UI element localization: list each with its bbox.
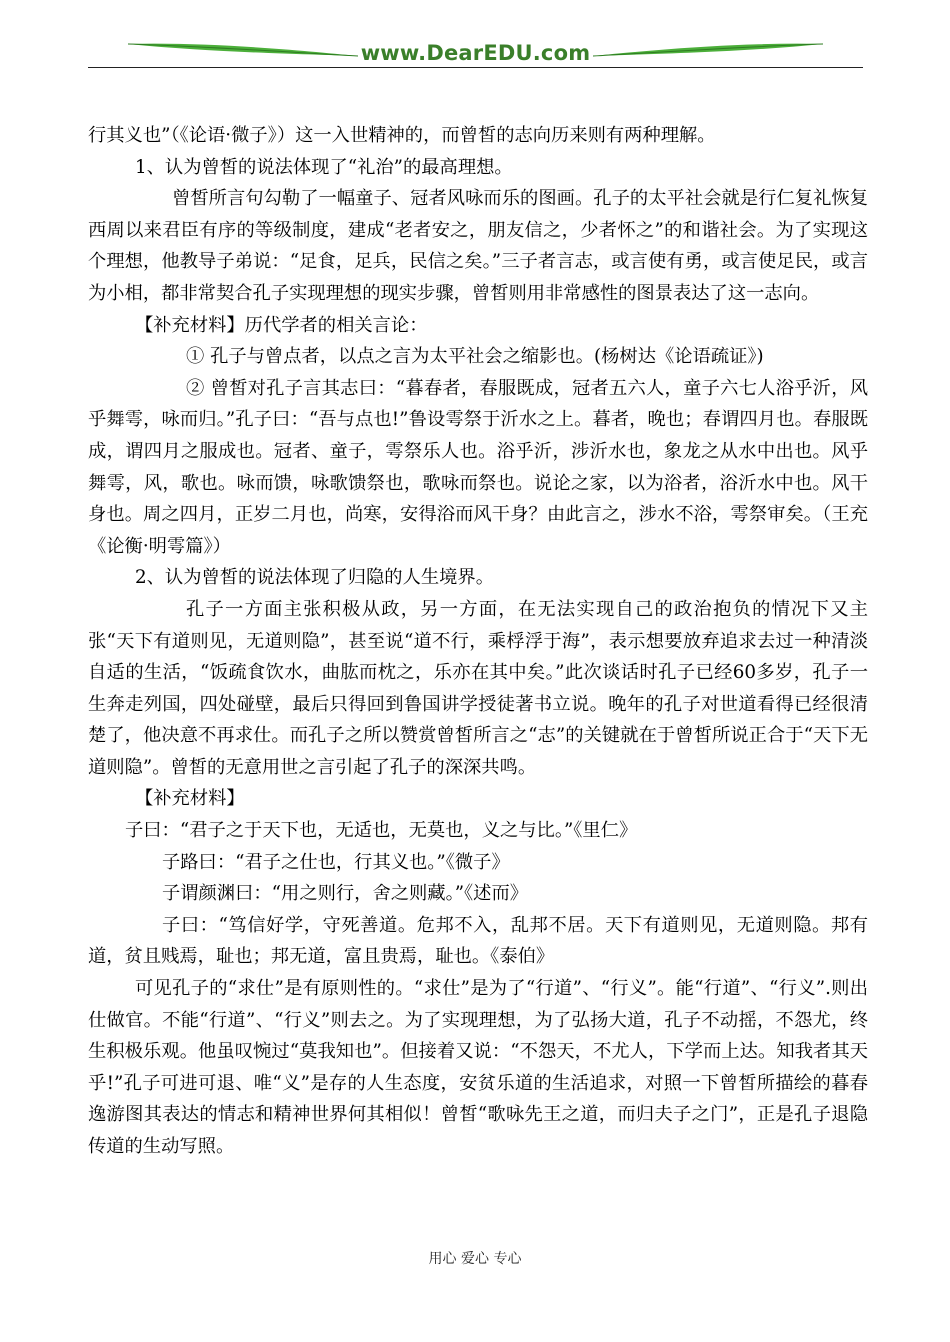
section-heading: 1、认为曾皙的说法体现了“礼治”的最高理想。 <box>135 156 513 178</box>
quote-item: 子曰：“笃信好学，守死善道。危邦不入，乱邦不居。天下有道则见，无道则隐。邦有道，贫且贱焉，耻也；邦无道，富且贵焉，耻也。《泰伯》 <box>88 914 868 968</box>
document-body <box>88 120 868 1163</box>
page-header <box>88 38 863 68</box>
page-footer: 用心 爱心 专心 <box>428 1251 522 1267</box>
header-rule <box>88 67 863 68</box>
quote-item: 子路曰：“君子之仕也，行其义也。”《微子》 <box>162 851 510 873</box>
quote-item: ② 曾皙对孔子言其志曰：“暮春者，春服既成，冠者五六人，童子六七人浴乎沂，风乎舞雩，咏而归。”孔子曰：“吾与点也!”鲁设雩祭于沂水之上。暮者，晚也；春谓四月也。春服既成，谓四月之服成也。冠者、童子，雩祭乐人也。浴乎沂，涉沂水也，象龙之从水中出也。风乎舞雩，风，歌也。咏而馈，咏歌馈祭也，歌咏而祭也。说论之家，以为浴者，浴沂水中也。风干身也。周之四月，正岁二月也，尚寒，安得浴而风干身？由此言之，涉水不浴，雩祭审矣。（王充《论衡·明雩篇》） <box>88 377 868 557</box>
paragraph: 行其义也”（《论语·微子》）这一入世精神的，而曾皙的志向历来则有两种理解。 <box>88 125 716 146</box>
site-url: www.DearEDU.com <box>360 41 591 65</box>
quote-item: ① 孔子与曾点者，以点之言为太平社会之缩影也。(杨树达《论语疏证》) <box>186 346 764 368</box>
supplement-heading: 【补充材料】历代学者的相关言论： <box>135 314 428 336</box>
paragraph: 孔子一方面主张积极从政，另一方面，在无法实现自己的政治抱负的情况下又主张“天下有道则见，无道则隐”，甚至说“道不行，乘桴浮于海”，表示想要放弃追求去过一种清淡自适的生活，“饭疏食饮水，曲肱而枕之，乐亦在其中矣。”此次谈话时孔子已经60多岁，孔子一生奔走列国，四处碰壁，最后只得回到鲁国讲学授徒著书立说。晚年的孔子对世道看得已经很清楚了，他决意不再求仕。而孔子之所以赞赏曾皙所言之“志”的关键就在于曾皙所说正合于“天下无道则隐”。曾皙的无意用世之言引起了孔子的深深共鸣。 <box>88 598 868 778</box>
section-heading: 2、认为曾皙的说法体现了归隐的人生境界。 <box>135 567 494 589</box>
quote-item: 子谓颜渊曰：“用之则行，舍之则藏。”《述而》 <box>162 883 529 905</box>
quote-item: 子曰：“君子之于天下也，无适也，无莫也，义之与比。”《里仁》 <box>125 820 638 842</box>
paragraph: 可见孔子的“求仕”是有原则性的。“求仕”是为了“行道”、“行义”。能“行道”、“行义”.则出仕做官。不能“行道”、“行义”则去之。为了实现理想，为了弘扬大道，孔子不动摇，不怨尤，终生积极乐观。他虽叹惋过“莫我知也”。但接着又说：“不怨天，不尤人，下学而上达。知我者其天乎!”孔子可进可退、唯“义”是存的人生态度，安贫乐道的生活追求，对照一下曾皙所描绘的暮春逸游图其表达的情志和精神世界何其相似！曾皙“歌咏先王之道，而归夫子之门”，正是孔子退隐传道的生动写照。 <box>88 978 868 1157</box>
paragraph: 曾皙所言句勾勒了一幅童子、冠者风咏而乐的图画。孔子的太平社会就是行仁复礼恢复西周以来君臣有序的等级制度，建成“老者安之，朋友信之，少者怀之”的和谐社会。为了实现这个理想，他教导子弟说：“足食，足兵，民信之矣。”三子者言志，或言使有勇，或言使足民，或言为小相，都非常契合孔子实现理想的现实步骤，曾皙则用非常感性的图景表达了这一志向。 <box>88 188 868 304</box>
supplement-heading: 【补充材料】 <box>135 788 245 810</box>
